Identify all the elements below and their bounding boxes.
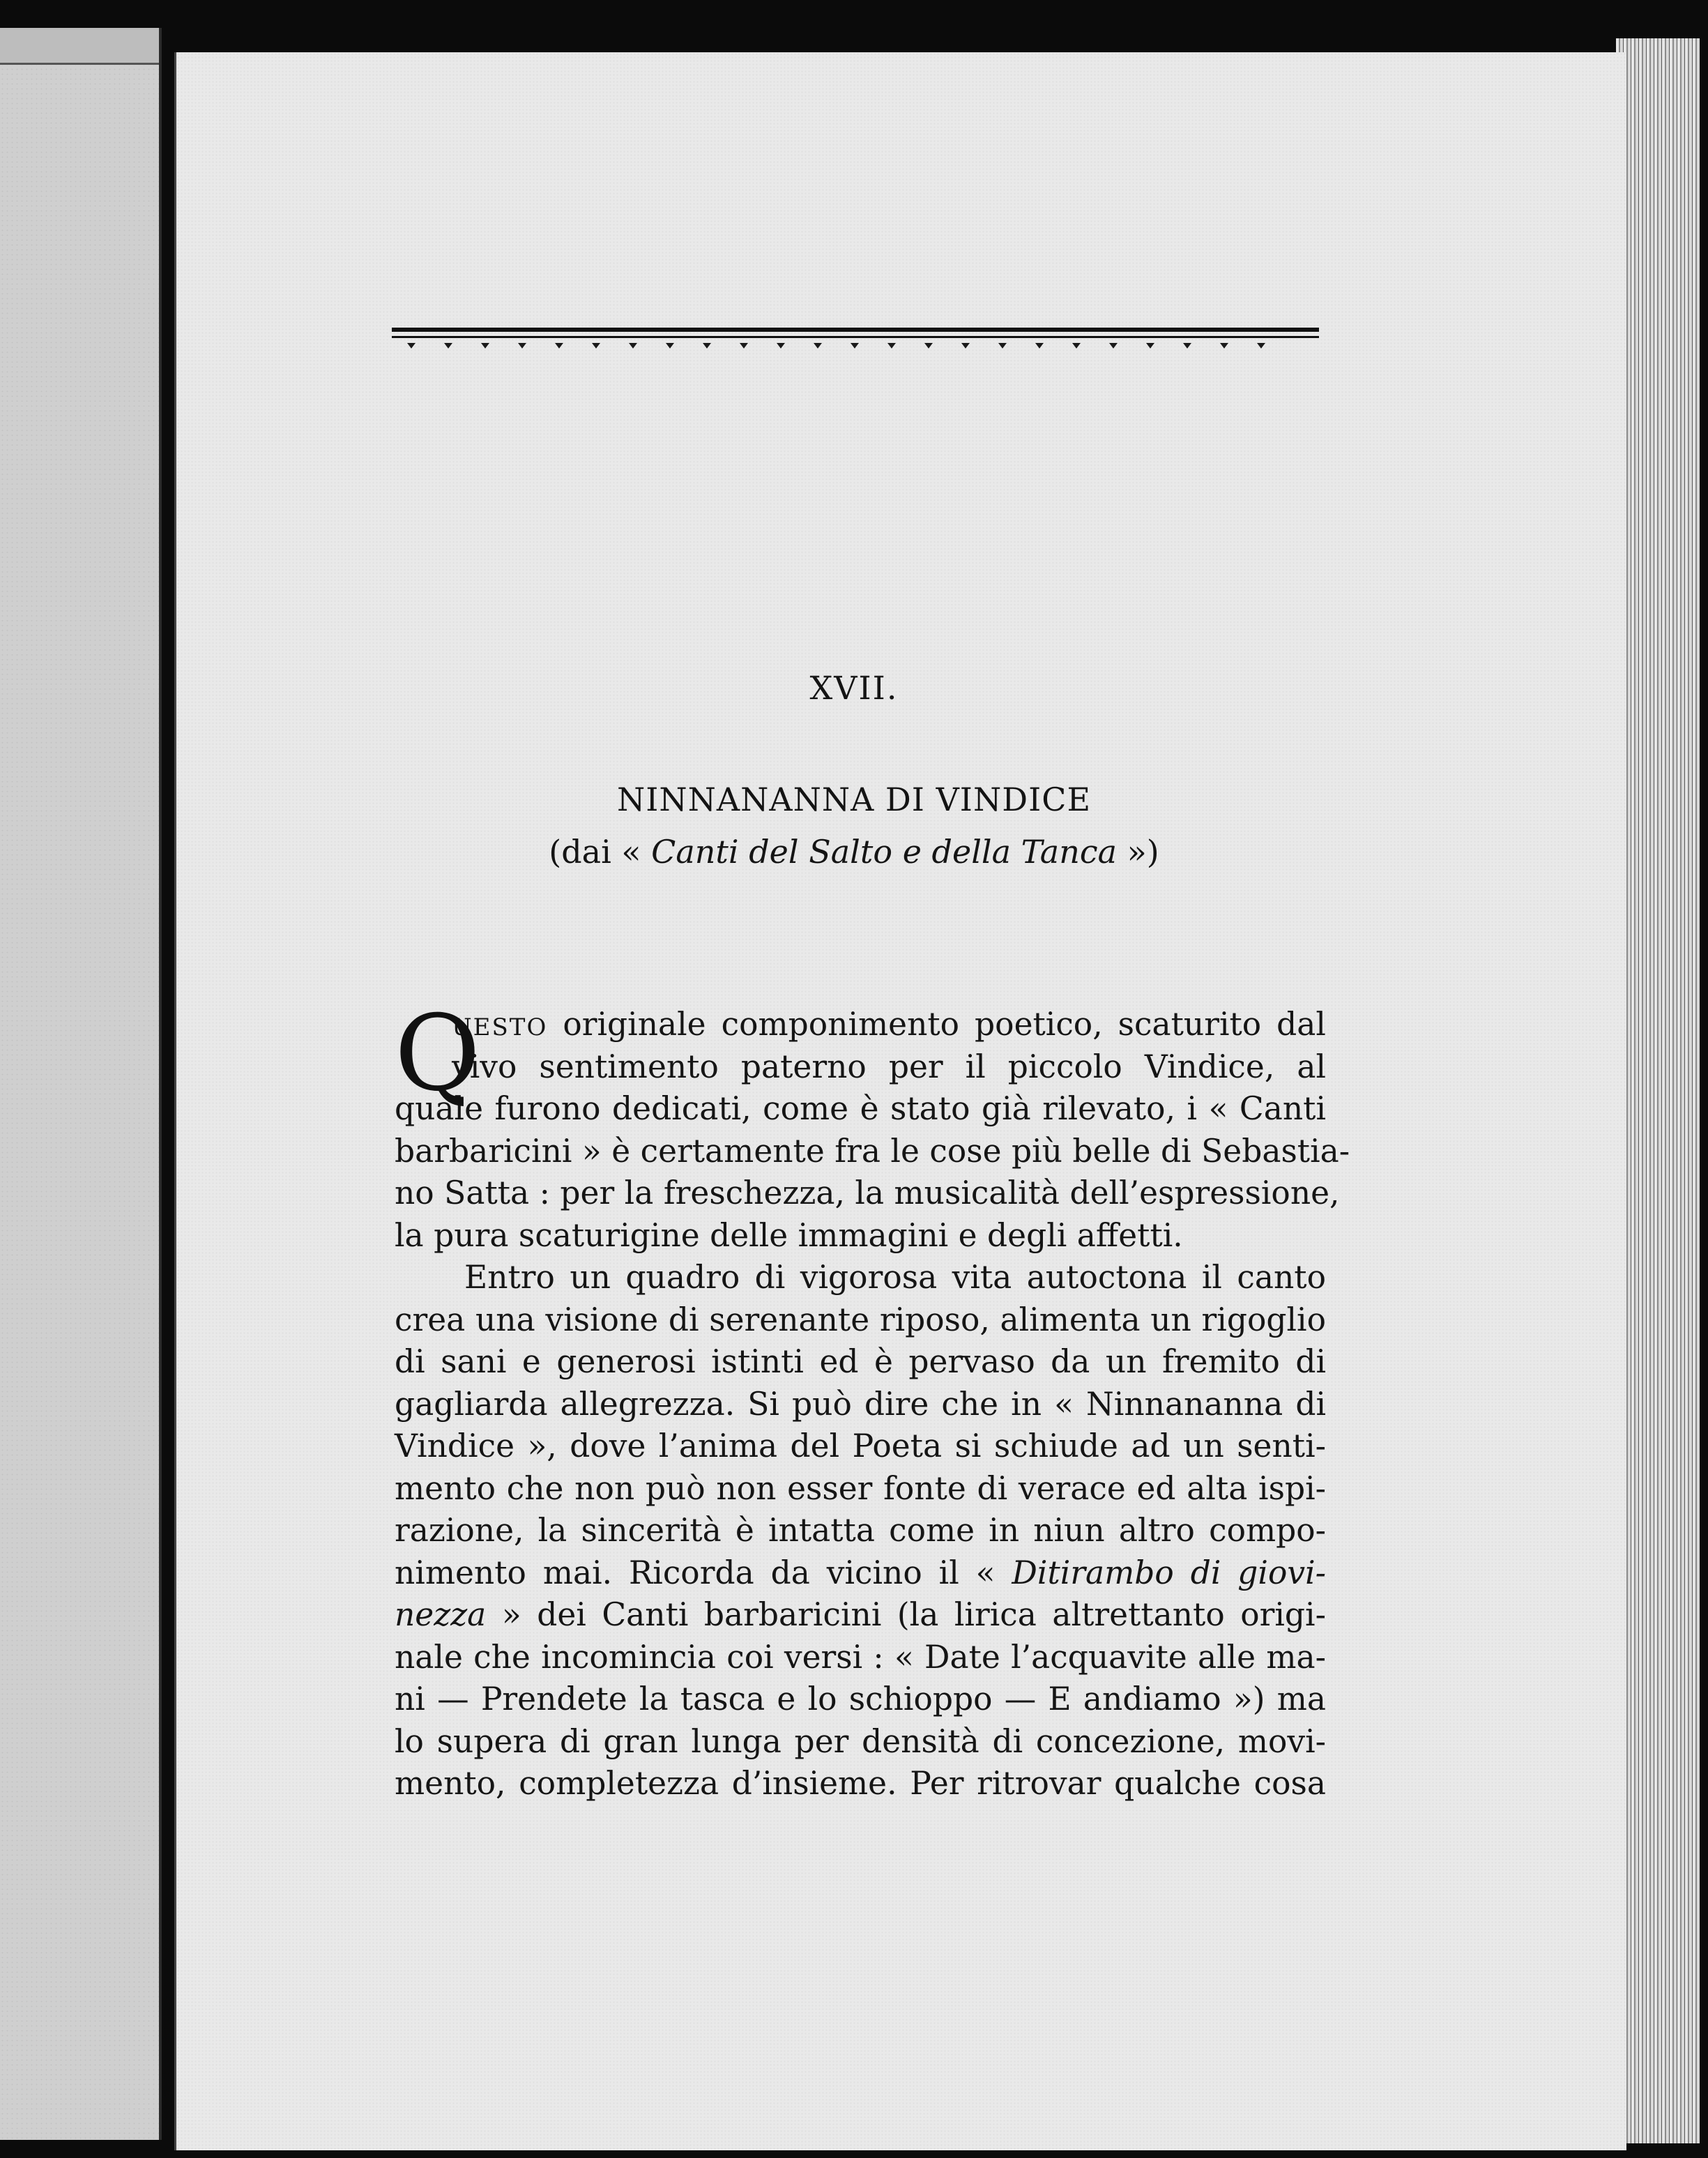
text-line: di sani e generosi istinti ed è pervaso da un fremito di xyxy=(395,1343,1326,1380)
text-line: quale furono dedicati, come è stato già rilevato, i « Canti xyxy=(395,1090,1326,1127)
line-text: originale componimento poetico, scaturito dal xyxy=(547,1006,1326,1043)
chapter-subtitle xyxy=(0,833,1708,871)
text-line xyxy=(395,1552,1326,1595)
ornament-triangle xyxy=(998,343,1007,349)
chapter-title: NINNANANNA DI VINDICE xyxy=(616,781,1092,818)
ornament-triangle xyxy=(740,343,748,349)
text-line: Vindice », dove l’anima del Poeta si schiude ad un senti- xyxy=(395,1428,1326,1464)
text-line: barbaricini » è certamente fra le cose più belle di Sebastia- xyxy=(395,1132,1350,1170)
text-line: crea una visione di serenante riposo, alimenta un rigoglio xyxy=(395,1301,1326,1338)
header-ornament xyxy=(392,328,1319,355)
ornament-triangle xyxy=(629,343,637,349)
previous-page xyxy=(0,28,162,2140)
text-line xyxy=(395,1594,1326,1637)
text-line: no Satta : per la freschezza, la musicalità dell’espressione, xyxy=(395,1174,1340,1211)
line-italic: nezza xyxy=(395,1596,487,1633)
body-text xyxy=(395,993,1350,1805)
text-line: vivo sentimento paterno per il piccolo Vindice, al xyxy=(452,1048,1326,1085)
ornament-thin-rule xyxy=(392,336,1319,338)
text-line: mento che non può non esser fonte di verace ed alta ispi- xyxy=(395,1469,1326,1507)
text-line: ni — Prendete la tasca e lo schioppo — E andiamo ») ma xyxy=(395,1681,1326,1717)
ornament-triangle xyxy=(924,343,933,349)
text-line: Entro un quadro di vigorosa vita autoctona il canto xyxy=(464,1259,1326,1296)
ornament-triangle xyxy=(703,343,711,349)
ornament-triangle xyxy=(1109,343,1118,349)
subtitle-close: ») xyxy=(1117,833,1159,871)
ornament-triangle xyxy=(666,343,674,349)
line-text: » dei Canti barbaricini (la lirica altrettanto origi- xyxy=(486,1596,1326,1633)
ornament-triangle xyxy=(555,343,563,349)
ornament-triangle xyxy=(1220,343,1228,349)
ornament-triangle xyxy=(481,343,489,349)
ornament-triangle xyxy=(961,343,970,349)
ornament-triangle xyxy=(777,343,785,349)
ornament-triangle xyxy=(407,343,415,349)
ornament-triangle xyxy=(444,343,452,349)
text-line xyxy=(395,1004,1326,1046)
text-line: gagliarda allegrezza. Si può dire che in « Ninnananna di xyxy=(395,1385,1326,1423)
ornament-dots xyxy=(392,340,1319,354)
ornament-triangle xyxy=(1183,343,1191,349)
subtitle-source: Canti del Salto e della Tanca xyxy=(651,833,1118,871)
text-line: razione, la sincerità è intatta come in niun altro compo- xyxy=(395,1512,1326,1549)
line-italic: Ditirambo di giovi- xyxy=(1012,1554,1327,1591)
page-stack-edge xyxy=(1616,38,1700,2143)
chapter-number: XVII. xyxy=(809,669,899,707)
ornament-triangle xyxy=(1035,343,1044,349)
ornament-triangle xyxy=(887,343,896,349)
ornament-triangle xyxy=(1072,343,1081,349)
ornament-triangle xyxy=(592,343,600,349)
line-text: nimento mai. Ricorda da vicino il « xyxy=(395,1554,1012,1591)
ornament-triangle xyxy=(1257,343,1265,349)
smallcaps-word: UESTO xyxy=(452,1013,548,1041)
text-line: nale che incomincia coi versi : « Date l’acquavite alle ma- xyxy=(395,1638,1326,1676)
text-line: mento, completezza d’insieme. Per ritrovar qualche cosa xyxy=(395,1765,1326,1802)
drop-cap: Q xyxy=(395,993,480,1115)
ornament-triangle xyxy=(851,343,859,349)
previous-page-top-edge xyxy=(0,28,159,65)
ornament-triangle xyxy=(814,343,822,349)
text-line: lo supera di gran lunga per densità di concezione, movi- xyxy=(395,1722,1326,1760)
ornament-triangle xyxy=(1146,343,1154,349)
subtitle-open: (dai « xyxy=(549,833,652,871)
text-line: la pura scaturigine delle immagini e degli affetti. xyxy=(395,1216,1183,1254)
ornament-triangle xyxy=(518,343,526,349)
ornament-thick-rule xyxy=(392,328,1319,332)
